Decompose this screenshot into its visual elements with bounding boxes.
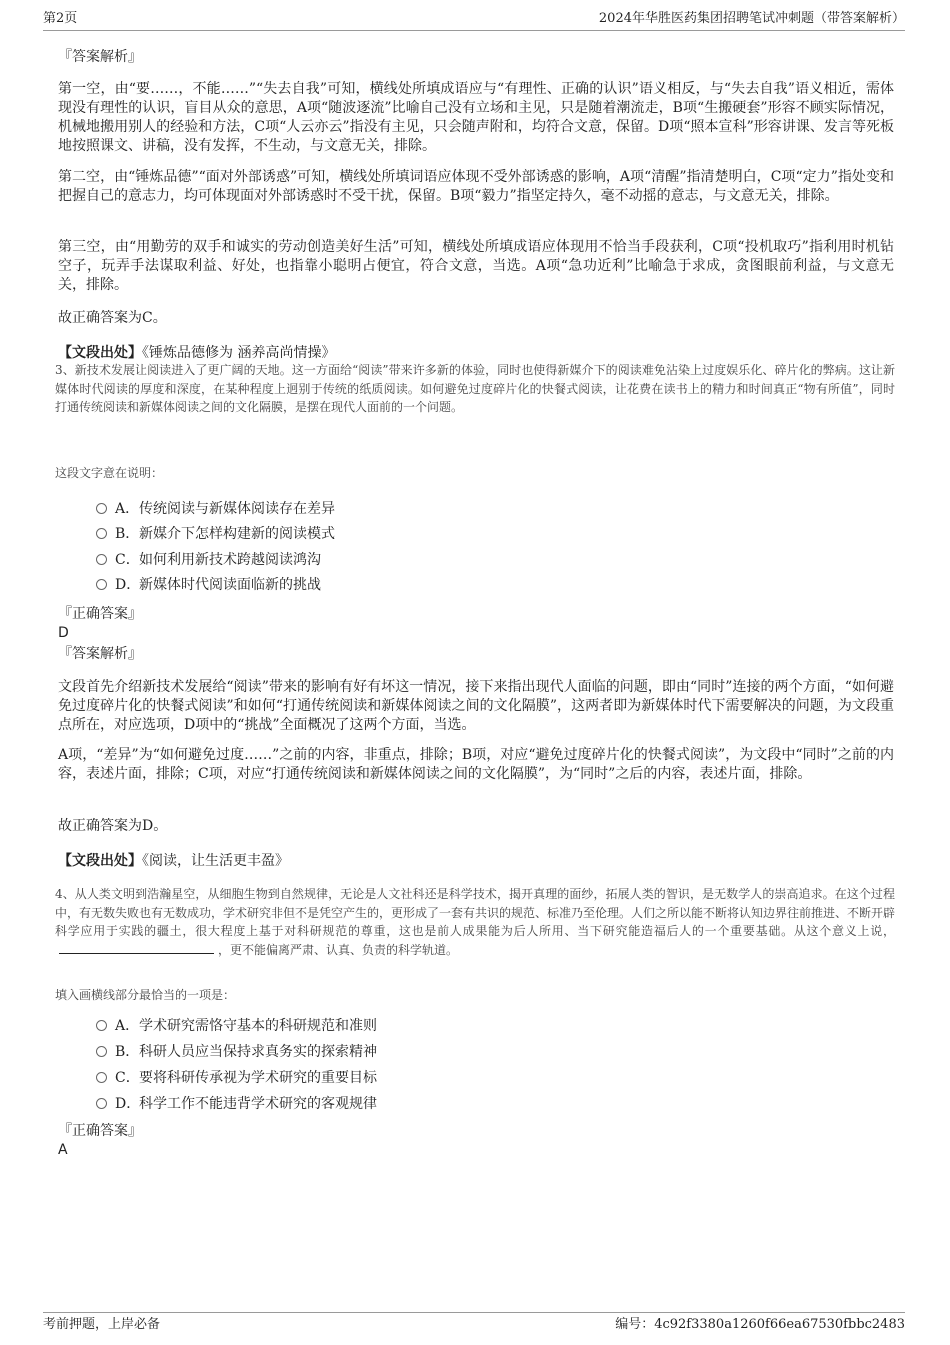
analysis-paragraph: 故正确答案为D。: [58, 818, 168, 834]
correct-answer-label: 『正确答案』: [58, 606, 142, 622]
answer-analysis-label: 『答案解析』: [58, 646, 142, 662]
answer-analysis-label: 『答案解析』: [58, 49, 142, 65]
source-title: 《锤炼品德修为 涵养高尚情操》: [142, 345, 336, 361]
option-letter: D．: [115, 1096, 141, 1112]
correct-answer: D: [58, 625, 69, 641]
correct-answer-label: 『正确答案』: [58, 1123, 142, 1139]
option-text: 如何利用新技术跨越阅读鸿沟: [139, 552, 321, 568]
option-a[interactable]: [96, 1016, 377, 1036]
passage-source: [58, 852, 289, 870]
radio-icon[interactable]: [96, 579, 107, 590]
radio-icon[interactable]: [96, 1072, 107, 1083]
question-prompt: 填入画横线部分最恰当的一项是：: [55, 988, 236, 1002]
radio-icon[interactable]: [96, 1046, 107, 1057]
passage-source: [58, 344, 335, 362]
analysis-paragraph: 第一空，由“要……，不能……”“失去自我”可知，横线处所填成语应与“有理性、正确的认识”语义相反，与“失去自我”语义相近，需体现没有理性的认识，盲目从众的意思，A项“随波逐流”比喻自己没有立场和主见，只是随着潮流走，B项“生搬硬套”形容不顾实际情况，机械地搬用别人的经验和方法，C项“人云亦云”指没有主见，只会随声附和，均符合文意，保留。D项“照本宣科”形容讲课、发言等死板地按照课文、讲稿，没有发挥，不生动，与文意无关，排除。: [58, 81, 894, 154]
question-text: [55, 885, 895, 959]
option-text: 要将科研传承视为学术研究的重要目标: [139, 1070, 377, 1086]
option-a[interactable]: [96, 499, 335, 519]
source-title: 《阅读，让生活更丰盈》: [142, 853, 289, 869]
radio-icon[interactable]: [96, 528, 107, 539]
option-letter: A．: [115, 1018, 140, 1034]
document-title: 2024年华胜医药集团招聘笔试冲刺题（带答案解析）: [598, 11, 905, 26]
option-text: 科研人员应当保持求真务实的探索精神: [139, 1044, 377, 1060]
analysis-paragraph: 第三空，由“用勤劳的双手和诚实的劳动创造美好生活”可知，横线处所填成语应体现用不恰当手段获利，C项“投机取巧”指利用时机钻空子，玩弄手法谋取利益、好处，也指靠小聪明占便宜，符合文意，当选。A项“急功近利”比喻急于求成，贪图眼前利益，与文意无关，排除。: [58, 239, 894, 293]
page-footer: [43, 1312, 905, 1335]
analysis-paragraph: 故正确答案为C。: [58, 310, 167, 326]
option-text: 科学工作不能违背学术研究的客观规律: [139, 1096, 377, 1112]
question-text-before-blank: 4、从人类文明到浩瀚星空，从细胞生物到自然规律，无论是人文社科还是科学技术，揭开真理的面纱，拓展人类的智识，是无数学人的崇高追求。在这个过程中，有无数失败也有无数成功，学术研究非但不是凭空产生的，更形成了一套有共识的规范、标准乃至伦理。人们之所以能不断将认知边界往前推进、不断开辟科学应用于实践的疆土，很大程度上基于对科研规范的尊重，这也是前人成果能为后人所用、当下研究能造福后人的一个重要基础。从这个意义上说，: [55, 887, 896, 938]
option-letter: D．: [115, 577, 141, 593]
analysis-paragraph: 第二空，由“锤炼品德”“面对外部诱惑”可知，横线处所填词语应体现不受外部诱惑的影响，A项“清醒”指清楚明白，C项“定力”指处变和把握自己的意志力，均可体现面对外部诱惑时不受干扰，保留。B项“毅力”指坚定持久，毫不动摇的意志，与文意无关，排除。: [58, 169, 894, 204]
radio-icon[interactable]: [96, 503, 107, 514]
source-label: 【文段出处】: [58, 853, 142, 869]
option-letter: C．: [115, 552, 140, 568]
question-text: 3、新技术发展让阅读进入了更广阔的天地。这一方面给“阅读”带来许多新的体验，同时也使得新媒介下的阅读难免沾染上过度娱乐化、碎片化的弊病。这让新媒体时代阅读的厚度和深度，在某种程度上迥别于传统的纸质阅读。如何避免过度碎片化的快餐式阅读，让花费在读书上的精力和时间真正“物有所值”，同时打通传统阅读和新媒体阅读之间的文化隔膜，是摆在现代人面前的一个问题。: [55, 363, 895, 414]
radio-icon[interactable]: [96, 1098, 107, 1109]
option-text: 学术研究需恪守基本的科研规范和准则: [139, 1018, 377, 1034]
radio-icon[interactable]: [96, 554, 107, 565]
option-text: 新媒介下怎样构建新的阅读模式: [139, 526, 335, 542]
analysis-paragraph: A项，“差异”为“如何避免过度……”之前的内容，非重点，排除；B项，对应“避免过度碎片化的快餐式阅读”，为文段中“同时”之前的内容，表述片面，排除；C项，对应“打通传统阅读和新媒体阅读之间的文化隔膜”，为“同时”之后的内容，表述片面，排除。: [58, 747, 894, 782]
analysis-paragraph: 文段首先介绍新技术发展给“阅读”带来的影响有好有坏这一情况，接下来指出现代人面临的问题，即由“同时”连接的两个方面，“如何避免过度碎片化的快餐式阅读”和如何“打通传统阅读和新媒体阅读之间的文化隔膜”，这两者即为新媒体时代下需要解决的问题，为文段重点所在，对应选项，D项中的“挑战”全面概况了这两个方面，当选。: [58, 679, 894, 733]
document-id: 编号：4c92f3380a1260f66ea67530fbbc2483: [615, 1317, 905, 1332]
correct-answer: A: [58, 1142, 68, 1158]
option-letter: A．: [115, 501, 140, 517]
source-label: 【文段出处】: [58, 345, 142, 361]
option-c[interactable]: [96, 550, 321, 570]
option-text: 传统阅读与新媒体阅读存在差异: [139, 501, 335, 517]
option-b[interactable]: [96, 1042, 377, 1062]
page-number: 第2页: [43, 11, 78, 26]
radio-icon[interactable]: [96, 1020, 107, 1031]
footer-slogan: 考前押题，上岸必备: [43, 1317, 161, 1332]
question-text-after-blank: ，更不能偏离严肃、认真、负责的科学轨道。: [218, 942, 459, 957]
option-letter: B．: [115, 1044, 140, 1060]
option-letter: B．: [115, 526, 140, 542]
option-d[interactable]: [96, 575, 321, 595]
question-prompt: 这段文字意在说明：: [55, 466, 164, 480]
option-c[interactable]: [96, 1068, 377, 1088]
option-b[interactable]: [96, 524, 335, 544]
option-letter: C．: [115, 1070, 140, 1086]
option-d[interactable]: [96, 1094, 377, 1114]
page-header: [43, 8, 905, 31]
fill-in-blank: [59, 941, 214, 954]
option-text: 新媒体时代阅读面临新的挑战: [139, 577, 321, 593]
